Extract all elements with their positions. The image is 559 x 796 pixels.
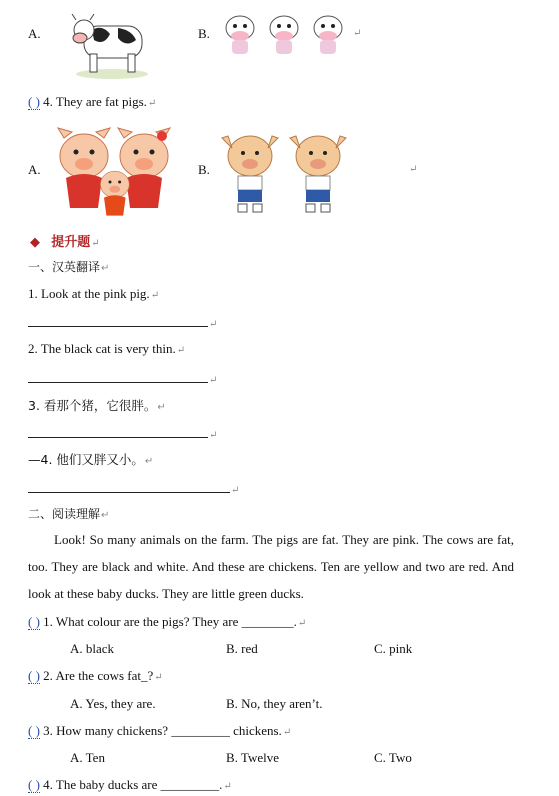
three-cows-image: [222, 8, 352, 58]
pig-family-image: [46, 122, 182, 218]
question-line: ( ) 2. Are the cows fat_?↵: [28, 668, 163, 683]
option-a[interactable]: A. Ten: [70, 750, 105, 765]
answer-line[interactable]: ↵: [28, 310, 217, 331]
part2-title: 二、阅读理解↵: [28, 507, 110, 521]
answer-line[interactable]: ↵: [28, 421, 217, 442]
question-line: ( ) 4. The baby ducks are _________.↵: [28, 777, 232, 792]
q4-text: 4. They are fat pigs.: [43, 94, 147, 109]
answer-paren[interactable]: ( ): [28, 723, 40, 738]
question-line: ( ) 3. How many chickens? _________ chickens.↵: [28, 723, 292, 738]
q4-option-b-label: B.: [198, 162, 210, 177]
option-a[interactable]: A. black: [70, 641, 115, 656]
q4-line: ( ) 4. They are fat pigs.↵: [28, 94, 157, 109]
two-pigs-image: [220, 126, 356, 218]
option-c[interactable]: C. Two: [374, 750, 412, 765]
reading-passage: Look! So many animals on the farm. The pigs are fat. They are pink. The cows are fat, too. They are black and white. And these are chickens. Ten are yellow and two are red. And look at these baby ducks. They are little green ducks.: [28, 532, 514, 601]
section-title: 提升题: [51, 235, 91, 250]
option-a[interactable]: A. Yes, they are.: [70, 696, 156, 711]
q4-option-a-label: A.: [28, 162, 41, 177]
diamond-icon: ◆: [30, 235, 40, 250]
option-c[interactable]: C. pink: [374, 641, 413, 656]
part1-title: 一、汉英翻译↵: [28, 260, 110, 274]
q3-option-b-label: B.: [198, 26, 210, 41]
option-b[interactable]: B. No, they aren’t.: [226, 696, 323, 711]
translation-item: 2. The black cat is very thin.↵: [28, 341, 186, 356]
answer-paren[interactable]: ( ): [28, 777, 40, 792]
option-b[interactable]: B. Twelve: [226, 750, 280, 765]
section-heading: ◆ 提升题↵: [30, 235, 100, 250]
answer-paren[interactable]: ( ): [28, 614, 40, 629]
option-b[interactable]: B. red: [226, 641, 258, 656]
translation-item: 3. 看那个猪，它很胖。↵: [28, 398, 166, 413]
cow-image: [70, 4, 154, 80]
answer-paren[interactable]: ( ): [28, 668, 40, 683]
translation-item: 1. Look at the pink pig.↵: [28, 286, 160, 301]
q3-option-a-label: A.: [28, 26, 41, 41]
answer-line[interactable]: ↵: [28, 366, 217, 387]
translation-item: —4. 他们又胖又小。↵: [28, 452, 154, 467]
answer-line[interactable]: ↵: [28, 476, 239, 497]
question-line: ( ) 1. What colour are the pigs? They are ________.↵: [28, 614, 307, 629]
answer-paren[interactable]: ( ): [28, 94, 40, 109]
